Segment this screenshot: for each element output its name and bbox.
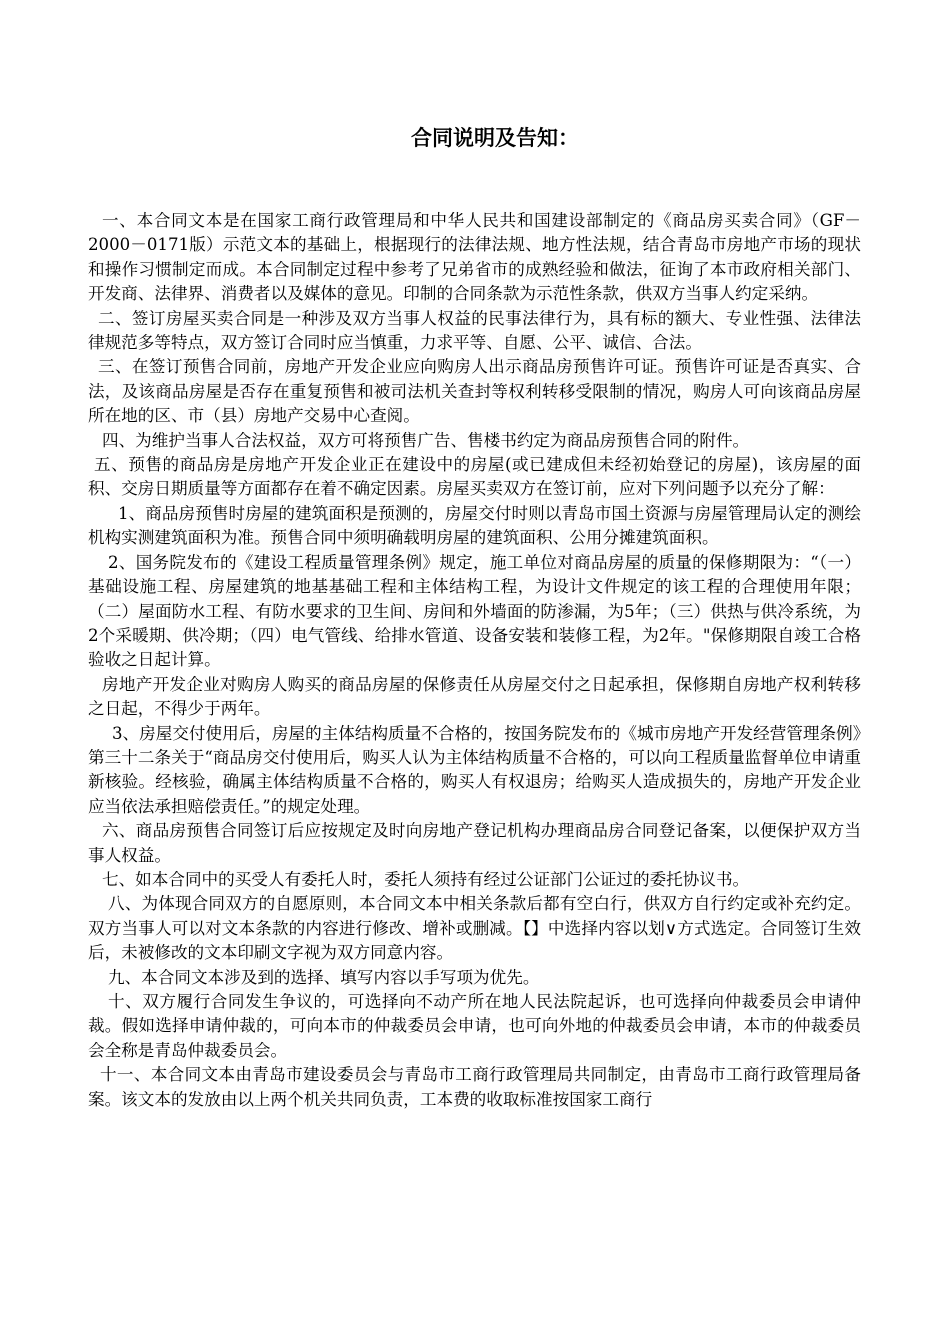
paragraph-4: 四、为维护当事人合法权益，双方可将预售广告、售楼书约定为商品房预售合同的附件。 (102, 430, 750, 450)
paragraph-2: 二、签订房屋买卖合同是一种涉及双方当事人权益的民事法律行为，具有标的额大、专业性强、法律法律规范多等特点，双方签订合同时应当慎重，力求平等、自愿、公平、诚信、合法。 (88, 308, 861, 353)
paragraph-8: 八、为体现合同双方的自愿原则，本合同文本中相关条款后都有空白行，供双方自行约定或补充约定。双方当事人可以对文本条款的内容进行修改、增补或删减。【】中选择内容以划∨方式选定。合同签订生效后，未被修改的文本印刷文字视为双方同意内容。 (88, 894, 861, 963)
paragraph-5-item-2: 2、国务院发布的《建设工程质量管理条例》规定，施工单位对商品房屋的质量的保修期限为：“（一）基础设施工程、房屋建筑的地基基础工程和主体结构工程，为设计文件规定的该工程的合理使用年限；（二）屋面防水工程、有防水要求的卫生间、房间和外墙面的防渗漏，为5年；（三）供热与供冷系统，为2个采暖期、供冷期；（四）电气管线、给排水管道、设备安装和装修工程，为2年。"保修期限自竣工合格验收之日起计算。 (88, 552, 861, 670)
paragraph-5-item-2-note: 房地产开发企业对购房人购买的商品房屋的保修责任从房屋交付之日起承担，保修期自房地产权利转移之日起，不得少于两年。 (88, 674, 861, 719)
paragraph-11: 十一、本合同文本由青岛市建设委员会与青岛市工商行政管理局共同制定，由青岛市工商行政管理局备案。该文本的发放由以上两个机关共同负责，工本费的收取标准按国家工商行 (88, 1065, 861, 1109)
paragraph-3: 三、在签订预售合同前，房地产开发企业应向购房人出示商品房预售许可证。预售许可证是否真实、合法，及该商品房屋是否存在重复预售和被司法机关查封等权利转移受限制的情况，购房人可向该商品房屋所在地的区、市（县）房地产交易中心查阅。 (88, 357, 861, 426)
paragraph-7: 七、如本合同中的买受人有委托人时，委托人须持有经过公证部门公证过的委托协议书。 (102, 869, 750, 889)
paragraph-5: 五、预售的商品房是房地产开发企业正在建设中的房屋(或已建成但未经初始登记的房屋)，该房屋的面积、交房日期质量等方面都存在着不确定因素。房屋买卖双方在签订前，应对下列问题予以充分了解： (88, 455, 861, 499)
document-body (88, 209, 861, 1112)
paragraph-5-item-3: 3、房屋交付使用后，房屋的主体结构质量不合格的，按国务院发布的《城市房地产开发经营管理条例》第三十二条关于“商品房交付使用后，购买人认为主体结构质量不合格的，可以向工程质量监督单位申请重新核验。经核验，确属主体结构质量不合格的，购买人有权退房；给购买人造成损失的，房地产开发企业应当依法承担赔偿责任。”的规定处理。 (88, 723, 861, 816)
paragraph-9: 九、本合同文本涉及到的选择、填写内容以手写项为优先。 (108, 967, 540, 987)
paragraph-5-item-1: 1、商品房预售时房屋的建筑面积是预测的，房屋交付时则以青岛市国土资源与房屋管理局认定的测绘机构实测建筑面积为准。预售合同中须明确载明房屋的建筑面积、公用分摊建筑面积。 (88, 503, 861, 548)
paragraph-1: 一、本合同文本是在国家工商行政管理局和中华人民共和国建设部制定的《商品房买卖合同》（GF－2000－0171版）示范文本的基础上，根据现行的法律法规、地方性法规，结合青岛市房地产市场的现状和操作习惯制定而成。本合同制定过程中参考了兄弟省市的成熟经验和做法，征询了本市政府相关部门、开发商、法律界、消费者以及媒体的意见。印制的合同条款为示范性条款，供双方当事人约定采纳。 (88, 211, 861, 304)
paragraph-6: 六、商品房预售合同签订后应按规定及时向房地产登记机构办理商品房合同登记备案，以便保护双方当事人权益。 (88, 821, 861, 865)
document-title: 合同说明及告知： (411, 126, 579, 150)
paragraph-10: 十、双方履行合同发生争议的，可选择向不动产所在地人民法院起诉，也可选择向仲裁委员会申请仲裁。假如选择申请仲裁的，可向本市的仲裁委员会申请，也可向外地的仲裁委员会申请，本市的仲裁委员会全称是青岛仲裁委员会。 (88, 992, 861, 1060)
